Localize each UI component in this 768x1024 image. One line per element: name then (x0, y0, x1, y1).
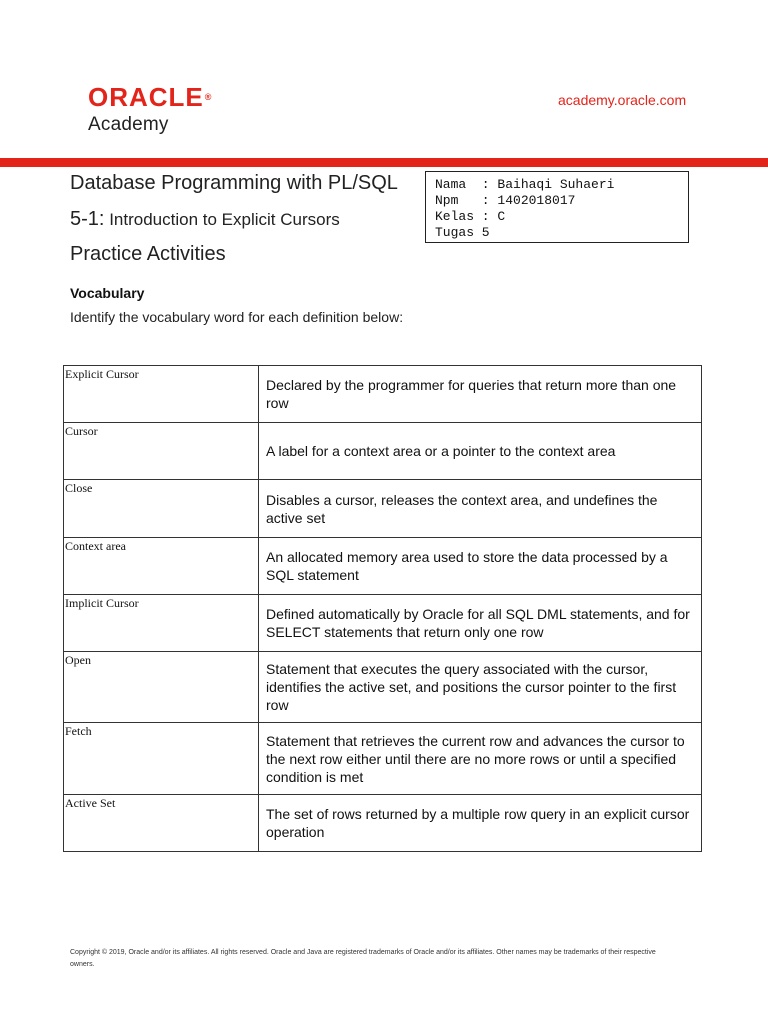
vocab-definition: Defined automatically by Oracle for all SQL DML statements, and for SELECT statements that return only one row (259, 595, 702, 652)
vocabulary-instruction: Identify the vocabulary word for each definition below: (70, 309, 404, 325)
vocab-definition: An allocated memory area used to store the data processed by a SQL statement (259, 538, 702, 595)
lesson-title (70, 208, 340, 231)
table-row (64, 723, 702, 795)
table-row (64, 423, 702, 480)
vocab-definition: A label for a context area or a pointer to the context area (259, 423, 702, 480)
vocab-term[interactable]: Implicit Cursor (64, 595, 259, 652)
logo-academy-text: Academy (88, 114, 169, 135)
student-class-line: Kelas : C (435, 209, 506, 224)
student-task-line: Tugas 5 (435, 225, 490, 240)
vocab-term[interactable]: Cursor (64, 423, 259, 480)
lesson-number: 5-1: (70, 208, 105, 230)
vocab-definition: Disables a cursor, releases the context area, and undefines the active set (259, 480, 702, 538)
table-row (64, 538, 702, 595)
table-row (64, 480, 702, 538)
vocab-definition: Statement that executes the query associated with the cursor, identifies the active set, and positions the cursor pointer to the first row (259, 652, 702, 723)
oracle-academy-logo (88, 84, 211, 136)
table-row (64, 652, 702, 723)
student-name-line: Nama : Baihaqi Suhaeri (435, 177, 615, 192)
table-row (64, 595, 702, 652)
vocab-definition: Statement that retrieves the current row and advances the cursor to the next row either until there are no more rows or until a specified condition is met (259, 723, 702, 795)
vocab-term[interactable]: Close (64, 480, 259, 538)
student-npm-line: Npm : 1402018017 (435, 193, 576, 208)
copyright-footer: Copyright © 2019, Oracle and/or its affiliates. All rights reserved. Oracle and Java are registered trademarks of Oracle and/or its affiliates. Other names may be trademarks of their respective owners. (70, 949, 656, 968)
vocabulary-heading: Vocabulary (70, 285, 145, 301)
vocab-definition: The set of rows returned by a multiple row query in an explicit cursor operation (259, 795, 702, 852)
activity-title: Practice Activities (70, 243, 226, 265)
logo-brand: ORACLE® (88, 82, 212, 112)
vocab-term[interactable]: Explicit Cursor (64, 366, 259, 423)
vocab-term[interactable]: Context area (64, 538, 259, 595)
vocabulary-table (63, 365, 702, 852)
logo-registered-mark: ® (204, 92, 212, 102)
course-title: Database Programming with PL/SQL (70, 172, 398, 194)
table-row (64, 795, 702, 852)
academy-site-link[interactable]: academy.oracle.com (558, 92, 687, 108)
vocab-term[interactable]: Active Set (64, 795, 259, 852)
vocab-term[interactable]: Open (64, 652, 259, 723)
table-row (64, 366, 702, 423)
vocab-definition: Declared by the programmer for queries that return more than one row (259, 366, 702, 423)
header-divider-bar (0, 158, 768, 167)
lesson-name: Introduction to Explicit Cursors (104, 210, 340, 229)
vocab-term[interactable]: Fetch (64, 723, 259, 795)
student-info-box (425, 171, 689, 243)
